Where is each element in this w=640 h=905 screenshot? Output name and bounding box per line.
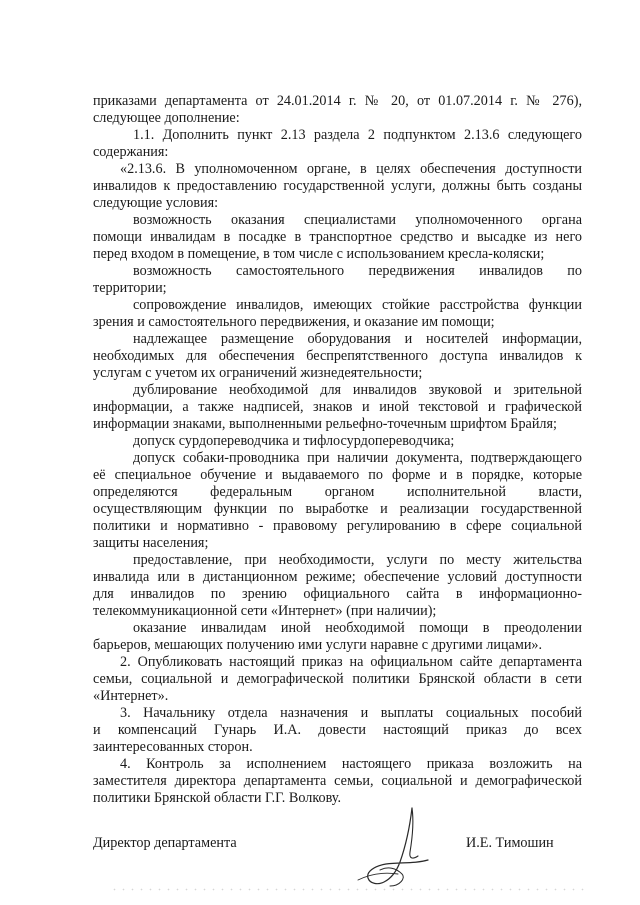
text-line: содержания: [93,144,169,160]
text-line: предоставление, при необходимости, услуги по месту жительства [133,552,582,568]
text-line: услугам с учетом их ограничений жизнедеятельности; [93,365,423,381]
text-line: дублирование необходимой для инвалидов звуковой и зрительной [133,382,582,398]
scan-artifact-line [110,888,590,891]
text-line: возможность оказания специалистами уполномоченного органа [133,212,582,228]
text-line: определяются федеральным органом исполнительной власти, [93,484,582,500]
text-line: 3. Начальнику отдела назначения и выплаты социальных пособий [120,705,582,721]
text-line: инвалида или в дистанционном режиме; обеспечение условий доступности [93,569,582,585]
handwritten-signature [340,800,450,890]
text-line: 4. Контроль за исполнением настоящего приказа возложить на [120,756,582,772]
text-line: надлежащее размещение оборудования и носителей информации, [133,331,582,347]
text-line: следующее дополнение: [93,110,240,126]
signatory-position: Директор департамента [93,835,237,851]
text-line: заинтересованных сторон. [93,739,253,755]
text-line: помощи инвалидам в посадке в транспортное средство и высадке из него [93,229,582,245]
text-line: допуск сурдопереводчика и тифлосурдопереводчика; [133,433,455,449]
text-line: допуск собаки-проводника при наличии документа, подтверждающего [133,450,582,466]
signatory-name: И.Е. Тимошин [466,835,554,851]
text-line: политики Брянской области Г.Г. Волкову. [93,790,342,806]
text-line: телекоммуникационной сети «Интернет» (при наличии); [93,603,437,619]
text-line: защиты населения; [93,535,209,551]
text-line: территории; [93,280,167,296]
text-line: информации знаками, выполненными рельефно-точечным шрифтом Брайля; [93,416,557,432]
text-line: заместителя директора департамента семьи, социальной и демографической [93,773,582,789]
text-line: 2. Опубликовать настоящий приказ на официальном сайте департамента [120,654,582,670]
text-line: информации, а также надписей, знаков и иной текстовой и графической [93,399,582,415]
text-line: и компенсаций Гунарь И.А. довести настоящий приказ до всех [93,722,582,738]
text-line: следующие условия: [93,195,219,211]
text-line: 1.1. Дополнить пункт 2.13 раздела 2 подпунктом 2.13.6 следующего [133,127,582,143]
text-line: инвалидов к предоставлению государственной услуги, должны быть созданы [93,178,582,194]
text-line: зрения и самостоятельного передвижения, и оказание им помощи; [93,314,495,330]
text-line: семьи, социальной и демографической политики Брянской области в сети [93,671,582,687]
text-line: осуществляющим функции по выработке и реализации государственной [93,501,582,517]
text-line: «2.13.6. В уполномоченном органе, в целях обеспечения доступности [120,161,582,177]
text-line: барьеров, мешающих получению ими услуги наравне с другими лицами». [93,637,543,653]
text-line: её специальное обучение и выдаваемого по форме и в порядке, которые [93,467,582,483]
text-line: для инвалидов по зрению официального сайта в информационно- [93,586,582,602]
text-line: необходимых для обеспечения беспрепятственного доступа инвалидов к [93,348,582,364]
text-line: приказами департамента от 24.01.2014 г. № 20, от 01.07.2014 г. № 276), [93,93,582,109]
text-line: перед входом в помещение, в том числе с использованием кресла-коляски; [93,246,545,262]
text-line: возможность самостоятельного передвижения инвалидов по [133,263,582,279]
text-line: политики и нормативно - правовому регулированию в сфере социальной [93,518,582,534]
text-line: оказание инвалидам иной необходимой помощи в преодолении [133,620,582,636]
text-line: «Интернет». [93,688,169,704]
text-line: сопровождение инвалидов, имеющих стойкие расстройства функции [133,297,582,313]
